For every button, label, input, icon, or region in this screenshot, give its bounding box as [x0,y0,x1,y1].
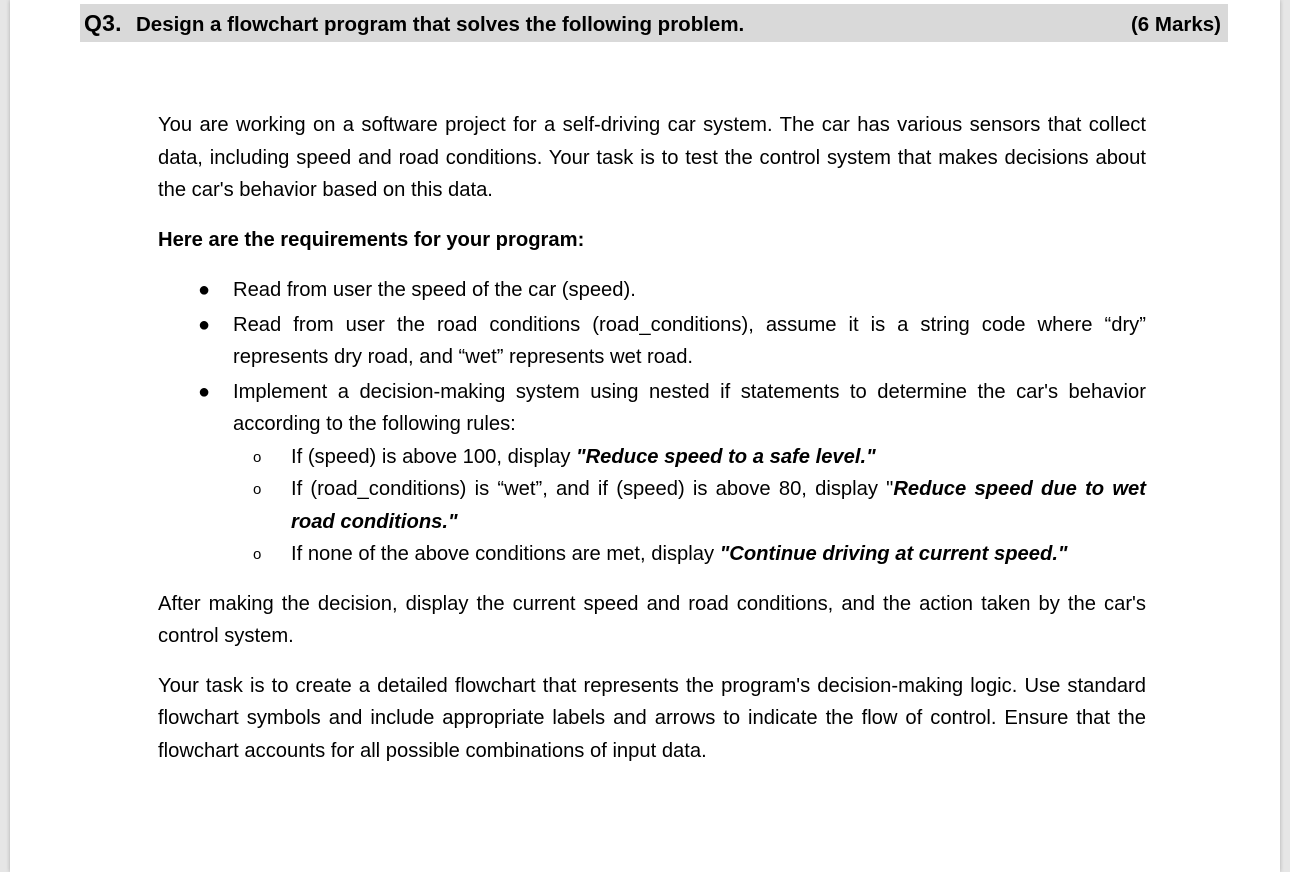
question-header [80,4,1228,42]
rule-message: "Reduce speed to a safe level." [576,445,876,468]
requirement-text: Read from user the speed of the car (speed). [233,279,636,301]
requirements-list [158,274,1146,571]
rule-message: Reduce speed due to wet road conditions." [291,478,1146,533]
bullet-icon: ● [198,279,211,301]
after-paragraph: After making the decision, display the current speed and road conditions, and the action taken by the car's control system. [158,592,1146,647]
rule-text: If (speed) is above 100, display [291,445,577,468]
requirement-text: Read from user the road conditions (road_conditions), assume it is a string code where “dry” represents dry road, and “wet” represents wet road. [233,313,1146,368]
rule-message: "Continue driving at current speed." [719,543,1068,565]
requirements-heading: Here are the requirements for your program: [158,228,585,251]
rule-text: If none of the above conditions are met, display [291,543,720,565]
question-marks: (6 Marks) [1130,13,1221,36]
question-body [158,109,1146,767]
rule-text: If (road_conditions) is “wet”, and if (speed) is above 80, display " [291,478,894,500]
question-title: Design a flowchart program that solves the following problem. [136,13,745,36]
bullet-icon: ● [198,313,211,336]
circle-bullet-icon: o [253,546,262,563]
circle-bullet-icon: o [253,481,262,498]
rule-item [233,538,1146,571]
requirement-item [158,309,1146,374]
rule-item [233,473,1146,538]
requirement-item [158,274,1146,307]
rules-list [233,441,1146,571]
bullet-icon: ● [198,380,211,403]
task-paragraph: Your task is to create a detailed flowchart that represents the program's decision-making logic. Use standard flowchart symbols and include appropriate labels and arrows to indicate the flow of control. Ensure that the flowchart accounts for all possible combinations of input data. [158,674,1146,762]
rule-item [233,441,1146,474]
circle-bullet-icon: o [253,448,262,466]
question-number: Q3. [84,10,122,36]
document-page [10,0,1280,872]
requirement-text: Implement a decision-making system using nested if statements to determine the car's behavior according to the following rules: [233,380,1146,435]
requirement-item [158,376,1146,571]
intro-paragraph: You are working on a software project for a self-driving car system. The car has various sensors that collect data, including speed and road conditions. Your task is to test the control system that makes decisions about the car's behavior based on this data. [158,114,1146,201]
